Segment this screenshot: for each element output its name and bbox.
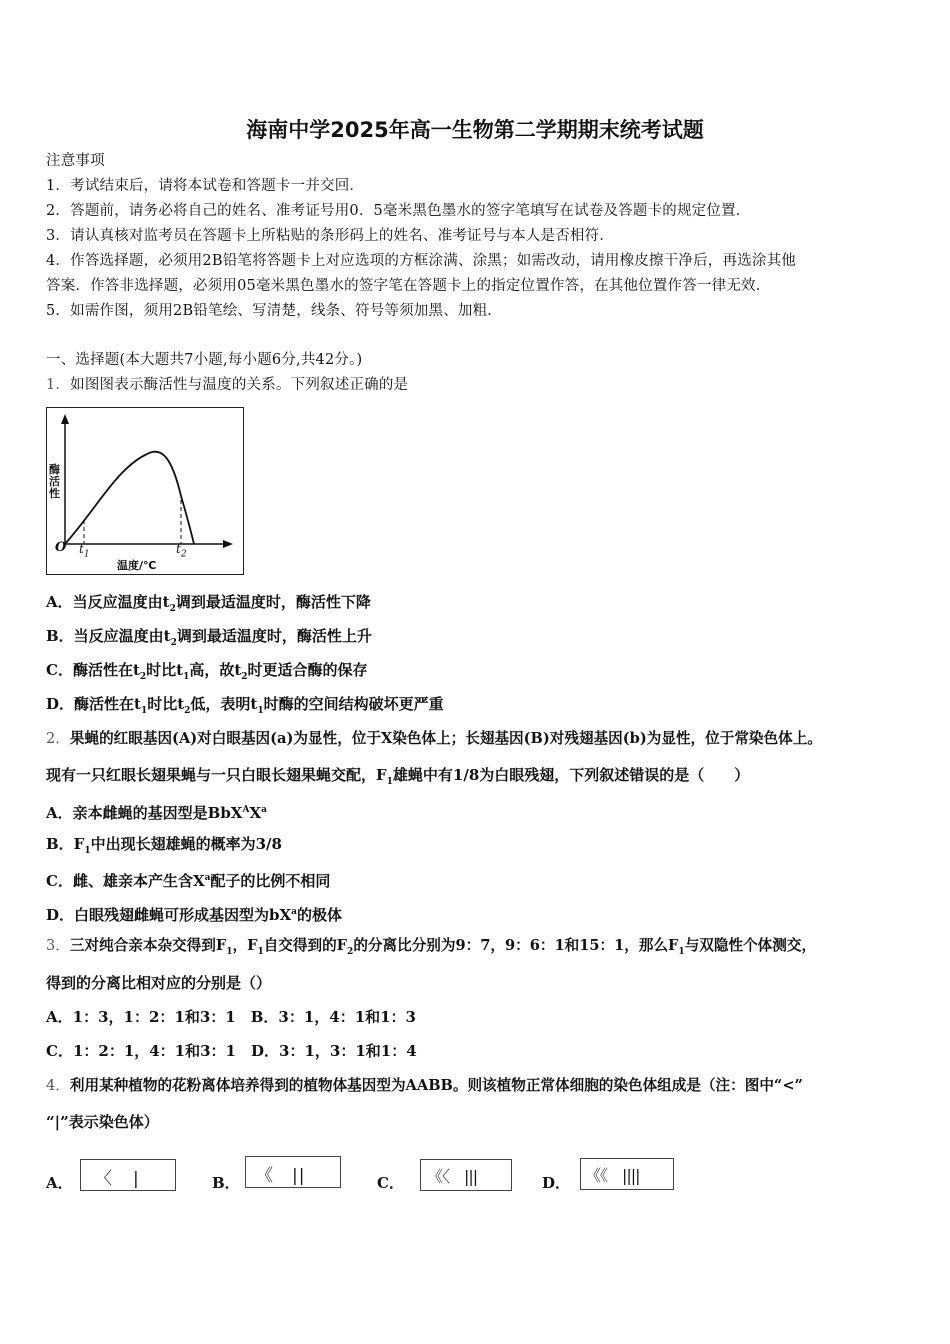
question-1-stem: 1．如图图表示酶活性与温度的关系。下列叙述正确的是 <box>46 377 409 393</box>
question-4-option-b-label: B． <box>212 1174 240 1192</box>
question-2-option-c: C．雌、雄亲本产生含$X^a$配子的比例不相同 <box>46 872 331 890</box>
question-2-option-a: A．亲本雌蝇的基因型是$BbX^AX^a$ <box>46 804 267 822</box>
question-4-stem: 4．利用某种植物的花粉离体培养得到的植物体基因型为AABB。则该植物正常体细胞的染色体组成是（注：图中“<” <box>46 1077 803 1094</box>
question-3-stem: 3．三对纯合亲本杂交得到$F_1$，$F_1$自交得到的$F_2$的分离比分别为9：7，9：6：1和15：1，那么$F_1$与双隐性个体测交， <box>46 937 817 957</box>
question-4-stem-cont: “|”表示染色体） <box>46 1113 159 1131</box>
question-4-option-a-label: A． <box>46 1174 73 1192</box>
question-1-option-b: B．当反应温度由$t_2$调到最适温度时，酶活性上升 <box>46 627 372 648</box>
question-3-stem-cont: 得到的分离比相对应的分别是（） <box>46 974 272 992</box>
notice-item: 3．请认真核对监考员在答题卡上所粘贴的条形码上的姓名、准考证号与本人是否相符． <box>46 228 615 244</box>
chromosome-diagram-a: 〈 | <box>80 1159 176 1191</box>
origin-label: O <box>55 540 67 555</box>
chromosome-diagram-c: 《〈 ||| <box>420 1159 512 1191</box>
question-1-option-c: C．酶活性在$t_2$时比$t_1$高，故$t_2$时更适合酶的保存 <box>46 661 368 682</box>
notice-item: 2．答题前，请务必将自己的姓名、准考证号用0．5毫米黑色墨水的签字笔填写在试卷及答题卡的规定位置． <box>46 203 751 219</box>
notice-item: 5．如需作图，须用2B铅笔绘、写清楚，线条、符号等须加黑、加粗． <box>46 303 503 319</box>
section-heading: 一、选择题(本大题共7小题,每小题6分,共42分。) <box>46 352 363 368</box>
question-4-option-c-label: C． <box>377 1174 404 1192</box>
question-4-option-d-label: D． <box>542 1174 571 1192</box>
t1-label: $t_1$ <box>79 542 90 560</box>
question-1-option-d: D．酶活性在$t_1$时比$t_2$低，表明$t_1$时酶的空间结构破坏更严重 <box>46 695 444 716</box>
enzyme-activity-figure <box>46 407 244 575</box>
x-axis-label: 温度/℃ <box>117 559 157 572</box>
notice-item: 答案．作答非选择题，必须用05毫米黑色墨水的签字笔在答题卡上的指定位置作答，在其他位置作答一律无效． <box>46 278 771 294</box>
page-title: 海南中学2025年高一生物第二学期期末统考试题 <box>246 118 704 142</box>
question-2-option-b: B．$F_1$中出现长翅雄蝇的概率为3/8 <box>46 835 282 856</box>
notice-item: 1．考试结束后，请将本试卷和答题卡一并交回． <box>46 178 365 194</box>
chromosome-diagram-d: 《《 |||| <box>580 1158 674 1190</box>
t2-label: $t_2$ <box>176 542 187 560</box>
notice-item: 4．作答选择题，必须用2B铅笔将答题卡上对应选项的方框涂满、涂黑；如需改动，请用橡皮擦干净后，再选涂其他 <box>46 253 797 269</box>
question-3-options-cd: C．1：2：1，4：1和3：1 D．3：1，3：1和1：4 <box>46 1042 417 1060</box>
question-1-option-a: A．当反应温度由$t_2$调到最适温度时，酶活性下降 <box>46 593 371 614</box>
question-3-options-ab: A．1：3，1：2：1和3：1 B．3：1，4：1和1：3 <box>46 1008 416 1026</box>
question-2-stem: 2．果蝇的红眼基因(A)对白眼基因(a)为显性，位于X染色体上；长翅基因(B)对残翅基因(b)为显性，位于常染色体上。 <box>46 730 822 747</box>
y-axis-label: 酶活性 <box>49 463 60 500</box>
chromosome-diagram-b: 《 || <box>245 1156 341 1188</box>
notice-heading: 注意事项 <box>46 153 105 169</box>
question-2-stem-cont: 现有一只红眼长翅果蝇与一只白眼长翅果蝇交配，$F_1$雄蝇中有1/8为白眼残翅，下列叙述错误的是（ ） <box>46 766 750 787</box>
question-2-option-d: D．白眼残翅雌蝇可形成基因型为$bX^a$的极体 <box>46 906 342 924</box>
